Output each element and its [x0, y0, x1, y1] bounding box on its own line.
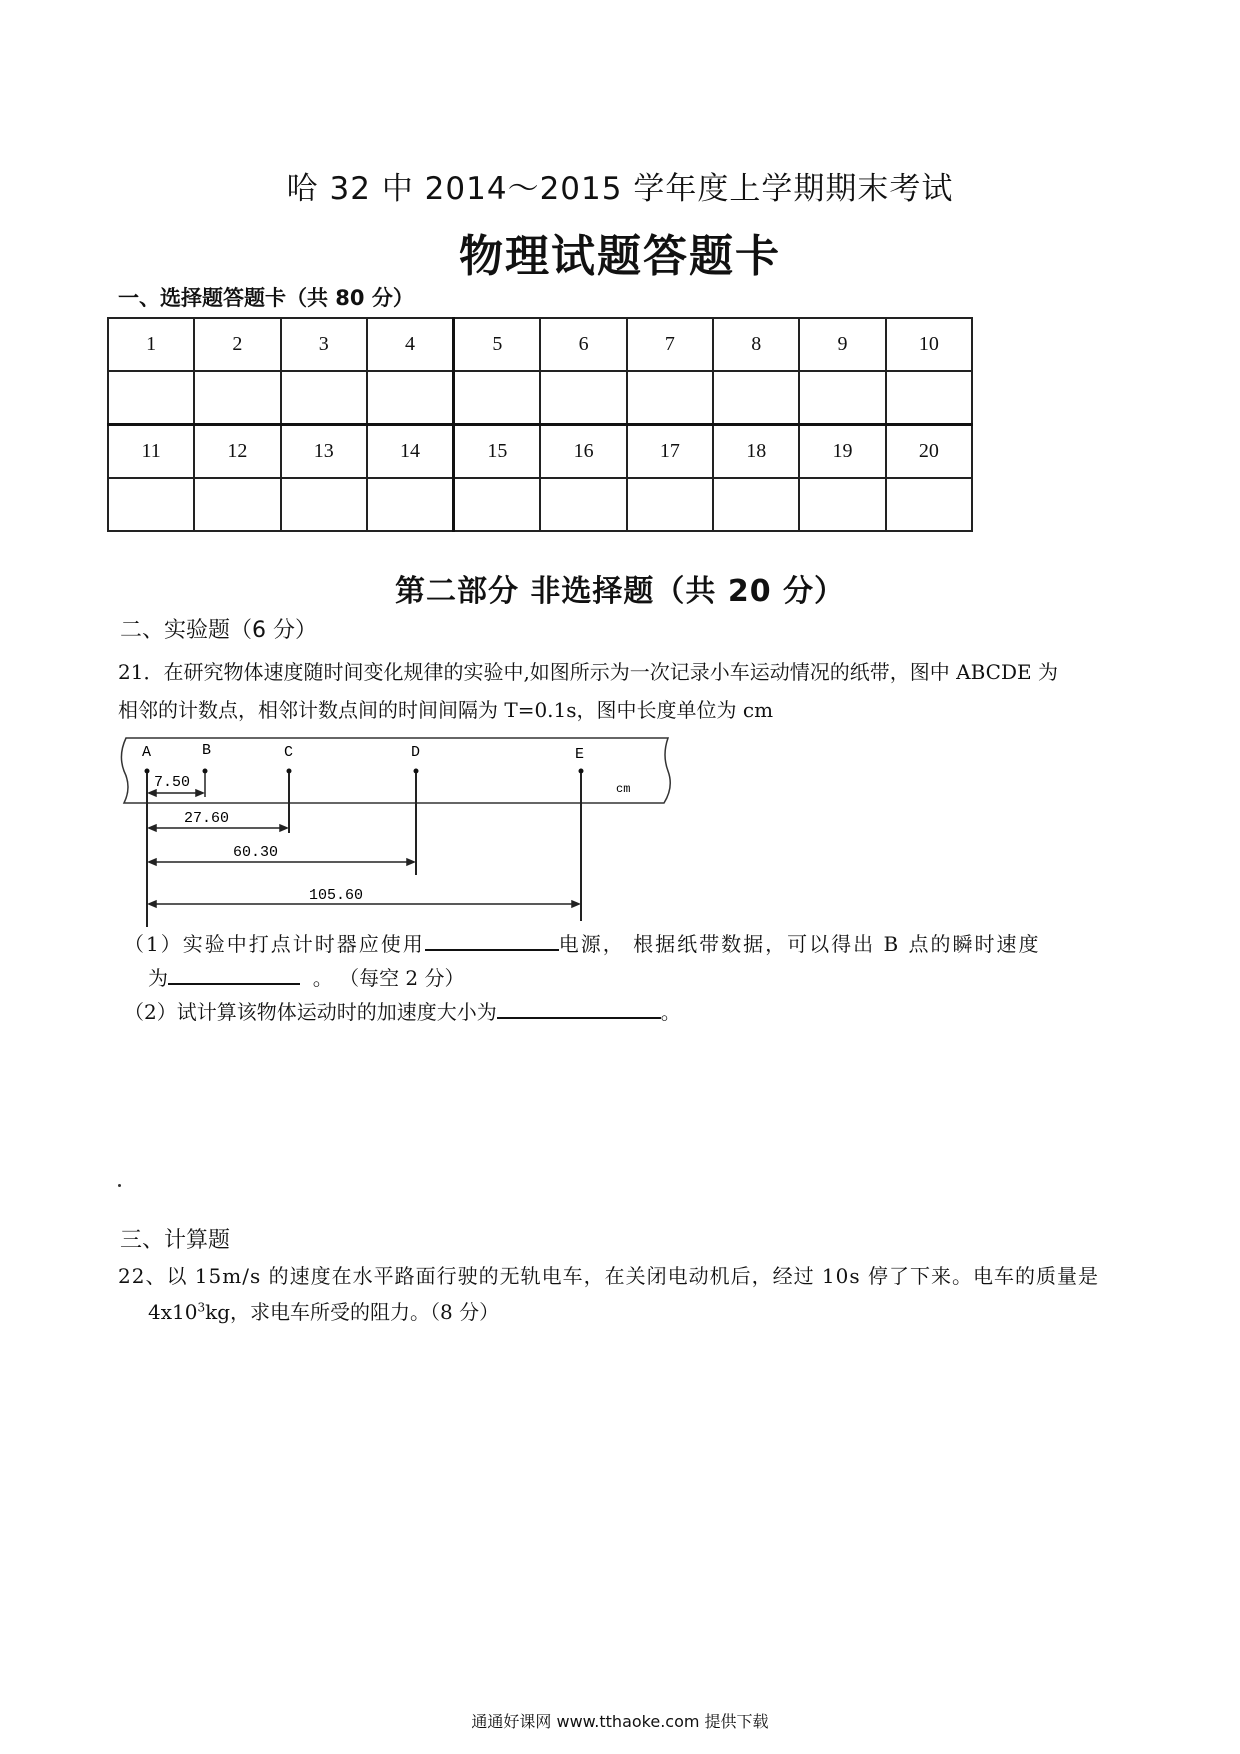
question-21-text-cont: 相邻的计数点，相邻计数点间的时间间隔为 T=0.1s，图中长度单位为 cm — [118, 698, 774, 722]
answer-cell[interactable] — [454, 371, 541, 425]
question-22-text: 22、以 15m/s 的速度在水平路面行驶的无轨电车，在关闭电动机后，经过 10s 停了下来。电车的质量是 — [118, 1264, 1100, 1288]
answer-cell[interactable] — [886, 371, 972, 425]
answer-cell[interactable] — [627, 478, 713, 531]
answer-cell[interactable] — [194, 371, 280, 425]
point-label-b: B — [202, 742, 212, 759]
answer-cell[interactable] — [367, 371, 454, 425]
distance-label-ac: 27.60 — [184, 810, 230, 827]
answer-cell[interactable] — [713, 371, 799, 425]
question-number: 17 — [627, 425, 713, 479]
question-number: 2 — [194, 318, 280, 371]
section2-heading: 二、实验题（6 分） — [120, 618, 317, 643]
mass-exponent: 3 — [197, 1300, 206, 1315]
question-number: 8 — [713, 318, 799, 371]
question-number: 19 — [799, 425, 885, 479]
power-source-blank[interactable] — [425, 931, 559, 951]
subquestion-1 — [124, 928, 1041, 957]
subquestion-1-cont — [148, 962, 465, 991]
footer-source: 通通好课网 www.tthaoke.com 提供下载 — [471, 1712, 769, 1731]
subquestion-1-suffix: 。 （每空 2 分） — [312, 966, 465, 990]
velocity-b-blank[interactable] — [168, 965, 300, 985]
point-e-dot — [579, 769, 584, 774]
question-number: 7 — [627, 318, 713, 371]
subquestion-1-text: （1）实验中打点计时器应使用 — [124, 932, 425, 956]
stray-mark — [118, 1184, 121, 1187]
answer-card-title: 物理试题答题卡 — [459, 231, 781, 282]
part2-heading: 第二部分 非选择题（共 20 分） — [394, 574, 846, 609]
acceleration-blank[interactable] — [497, 999, 661, 1019]
question-22-suffix: kg，求电车所受的阻力。（8 分） — [205, 1300, 500, 1324]
answer-cell[interactable] — [540, 478, 626, 531]
number-row-1 — [108, 318, 972, 371]
answer-cell[interactable] — [367, 478, 454, 531]
number-row-2 — [108, 425, 972, 479]
question-number: 16 — [540, 425, 626, 479]
subquestion-2-text: （2）试计算该物体运动时的加速度大小为 — [124, 1000, 497, 1024]
distance-label-ae: 105.60 — [309, 887, 364, 904]
distance-label-ad: 60.30 — [233, 844, 279, 861]
question-number: 15 — [454, 425, 541, 479]
answer-cell[interactable] — [540, 371, 626, 425]
question-number: 20 — [886, 425, 972, 479]
question-number: 12 — [194, 425, 280, 479]
answer-cell[interactable] — [108, 371, 194, 425]
question-number: 11 — [108, 425, 194, 479]
point-a-dot — [145, 769, 150, 774]
unit-label: cm — [616, 782, 631, 796]
question-number: 10 — [886, 318, 972, 371]
distance-label-ab: 7.50 — [154, 774, 191, 791]
answer-cell[interactable] — [108, 478, 194, 531]
subquestion-1-prefix: 为 — [148, 966, 168, 990]
paper-tape-figure — [118, 735, 678, 935]
answer-cell[interactable] — [281, 371, 367, 425]
point-d-dot — [414, 769, 419, 774]
subquestion-2 — [124, 996, 681, 1025]
answer-cell[interactable] — [454, 478, 541, 531]
question-21-text: 21．在研究物体速度随时间变化规律的实验中,如图所示为一次记录小车运动情况的纸带，图中 ABCDE 为 — [118, 660, 1058, 684]
answer-cell[interactable] — [281, 478, 367, 531]
section1-heading: 一、选择题答题卡（共 80 分） — [118, 286, 414, 310]
answer-cell[interactable] — [799, 371, 885, 425]
answer-cell[interactable] — [194, 478, 280, 531]
answer-cell[interactable] — [713, 478, 799, 531]
question-number: 9 — [799, 318, 885, 371]
question-number: 14 — [367, 425, 454, 479]
answer-row-2 — [108, 478, 972, 531]
question-number: 6 — [540, 318, 626, 371]
answer-cell[interactable] — [627, 371, 713, 425]
answer-cell[interactable] — [799, 478, 885, 531]
point-b-dot — [203, 769, 208, 774]
question-number: 3 — [281, 318, 367, 371]
question-number: 5 — [454, 318, 541, 371]
answer-row-1 — [108, 371, 972, 425]
exam-title: 哈 32 中 2014～2015 学年度上学期期末考试 — [286, 171, 954, 207]
point-c-dot — [287, 769, 292, 774]
point-label-a: A — [142, 744, 152, 761]
point-label-d: D — [411, 744, 421, 761]
question-number: 4 — [367, 318, 454, 371]
section3-heading: 三、计算题 — [120, 1228, 231, 1253]
answer-cell[interactable] — [886, 478, 972, 531]
subquestion-1-text-cont: 电源， 根据纸带数据，可以得出 B 点的瞬时速度 — [558, 932, 1041, 956]
question-number: 1 — [108, 318, 194, 371]
question-22-text-cont — [148, 1296, 499, 1325]
question-number: 18 — [713, 425, 799, 479]
point-label-e: E — [575, 746, 585, 763]
answer-grid — [107, 317, 973, 532]
subquestion-2-suffix: 。 — [660, 1000, 681, 1024]
question-number: 13 — [281, 425, 367, 479]
point-label-c: C — [284, 744, 294, 761]
mass-value: 4x10 — [148, 1300, 198, 1324]
